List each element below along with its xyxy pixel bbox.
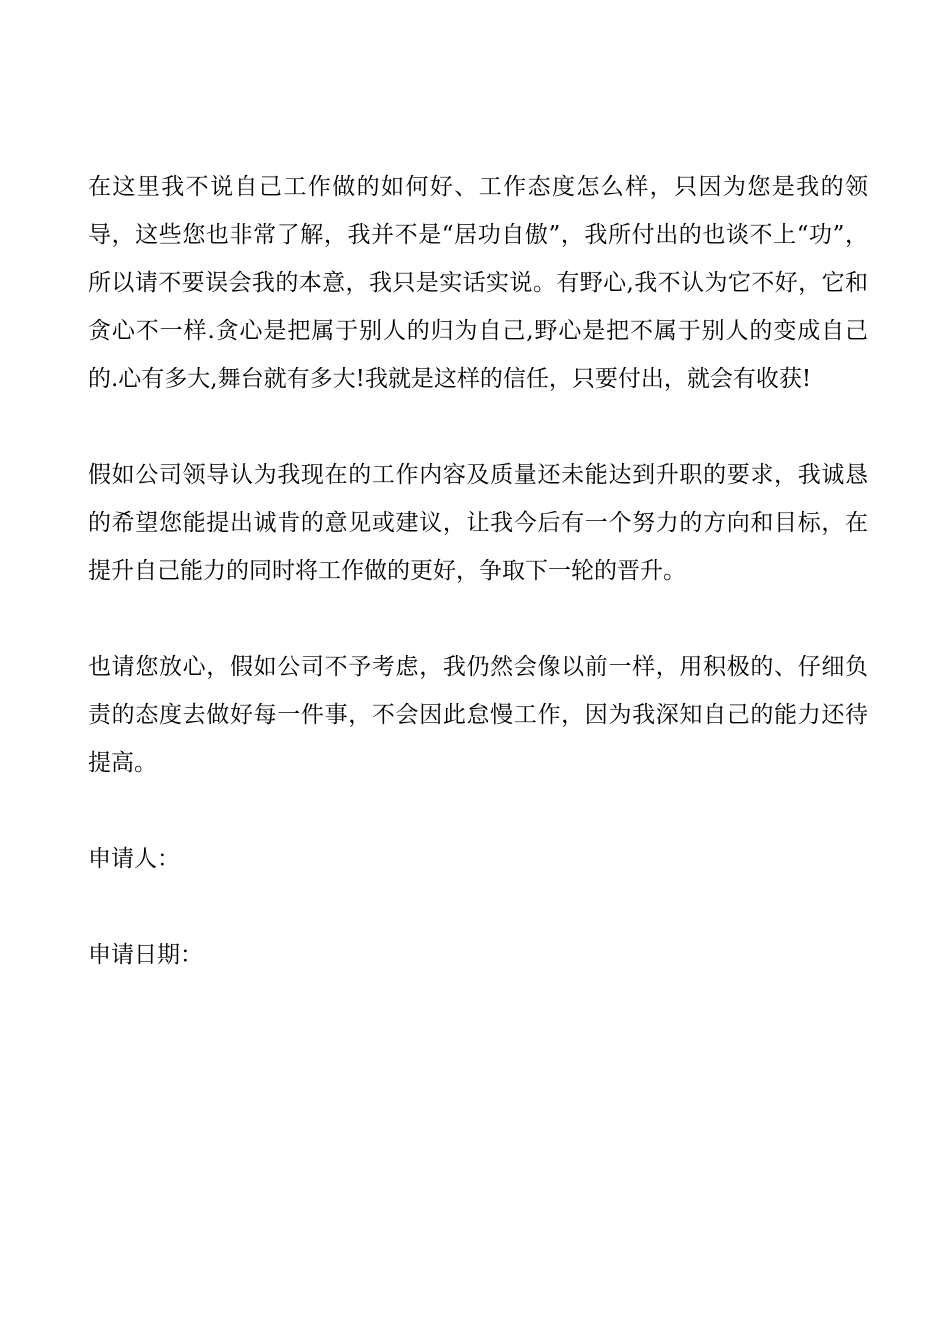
document-body bbox=[88, 163, 868, 979]
application-date-label: 申请日期： bbox=[88, 942, 203, 968]
paragraph-feedback-request: 假如公司领导认为我现在的工作内容及质量还未能达到升职的要求，我诚恳的希望您能提出诚肯的意见或建议，让我今后有一个努力的方向和目标，在提升自己能力的同时将工作做的更好，争取下一轮的晋升。 bbox=[88, 462, 868, 584]
paragraph-self-assessment: 在这里我不说自己工作做的如何好、工作态度怎么样，只因为您是我的领导，这些您也非常了解，我并不是“居功自傲”，我所付出的也谈不上“功”，所以请不要误会我的本意，我只是实话实说。有野心,我不认为它不好，它和贪心不一样.贪心是把属于别人的归为自己,野心是把不属于别人的变成自己的.心有多大,舞台就有多大!我就是这样的信任，只要付出，就会有收获! bbox=[88, 174, 868, 392]
paragraph-commitment: 也请您放心，假如公司不予考虑，我仍然会像以前一样，用积极的、仔细负责的态度去做好每一件事，不会因此怠慢工作，因为我深知自己的能力还待提高。 bbox=[88, 654, 868, 776]
applicant-label: 申请人： bbox=[88, 846, 180, 872]
